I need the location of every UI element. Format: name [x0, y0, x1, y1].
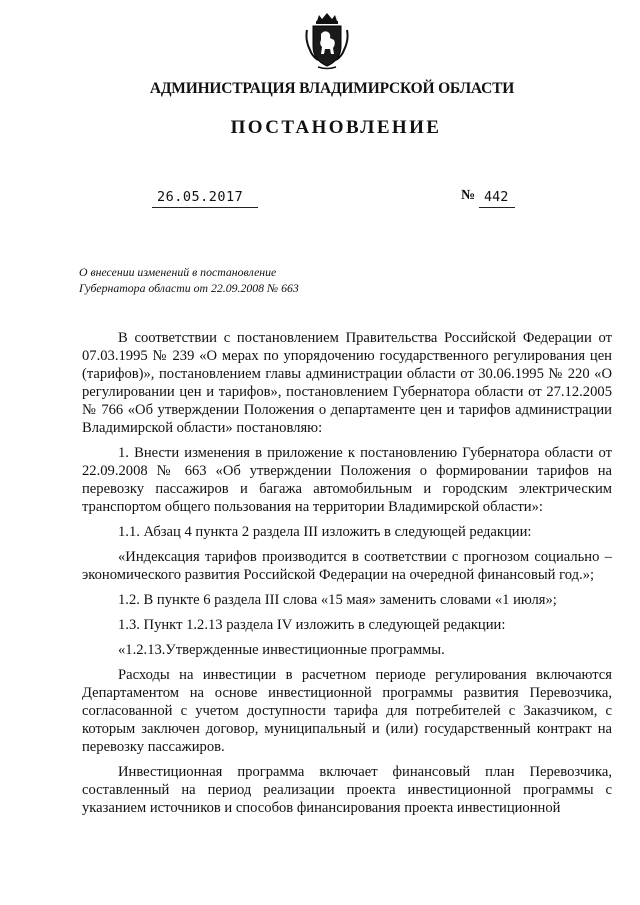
vladimir-region-coat-of-arms-icon	[304, 12, 350, 70]
body-paragraph: «1.2.13.Утвержденные инвестиционные программы.	[118, 642, 445, 658]
document-date: 26.05.2017	[157, 189, 244, 205]
body-paragraph: 1.2. В пункте 6 раздела III слова «15 мая» заменить словами «1 июля»;	[118, 592, 557, 608]
body-paragraph: 1.1. Абзац 4 пункта 2 раздела III изложить в следующей редакции:	[118, 524, 532, 540]
body-paragraph: Инвестиционная программа включает финансовый план Перевозчика, составленный на период реализации проекта инвестиционной программы с указанием источников и способов финансирования проекта инвестиционной	[82, 764, 612, 816]
document-number: 442	[484, 189, 509, 205]
body-paragraph: 1.3. Пункт 1.2.13 раздела IV изложить в следующей редакции:	[118, 617, 506, 633]
subject-line: О внесении изменений в постановление	[79, 265, 277, 279]
body-paragraph: Расходы на инвестиции в расчетном периоде регулирования включаются Департаментом на основе инвестиционной программы развития Перевозчика, согласованной с учетом доступности тарифа для потребителей с Заказчиком, с которым заключен договор, муниципальный и (или) государственный контракт на перевозку пассажиров.	[82, 667, 612, 755]
document-body	[82, 329, 612, 817]
subject-line: Губернатора области от 22.09.2008 № 663	[79, 281, 299, 295]
body-paragraph: 1. Внести изменения в приложение к постановлению Губернатора области от 22.09.2008 № 663 «Об утверждении Положения о формировании тарифов на перевозку пассажиров и багажа автомобильным и городским электрическим транспортом общего пользования на территории Владимирской области»:	[82, 445, 612, 515]
document-type-title: ПОСТАНОВЛЕНИЕ	[230, 117, 442, 138]
body-paragraph: «Индексация тарифов производится в соответствии с прогнозом социально – экономического развития Российской Федерации на очередной финансовый год.»;	[82, 549, 612, 583]
body-paragraph: В соответствии с постановлением Правительства Российской Федерации от 07.03.1995 № 239 «О мерах по упорядочению государственного регулирования цен (тарифов)», постановлением главы администрации области от 30.06.1995 № 220 «О регулировании цен и тарифов», постановлением Губернатора области от 27.12.2005 № 766 «Об утверждении Положения о департаменте цен и тарифов администрации Владимирской области» постановляю:	[82, 330, 612, 436]
organization-name: АДМИНИСТРАЦИЯ ВЛАДИМИРСКОЙ ОБЛАСТИ	[149, 80, 515, 97]
number-underline	[479, 207, 515, 208]
document-subject	[79, 264, 399, 296]
date-underline	[152, 207, 258, 208]
number-label: №	[461, 188, 476, 203]
